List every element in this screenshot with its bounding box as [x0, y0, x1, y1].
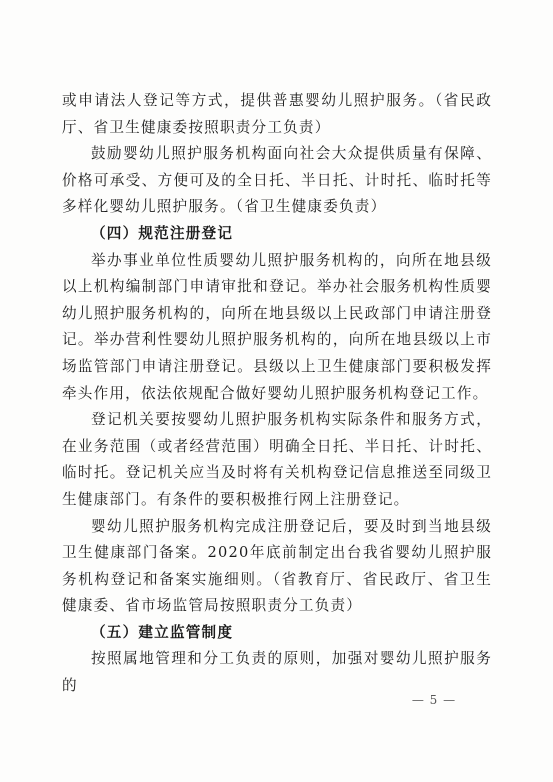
paragraph-2: 鼓励婴幼儿照护服务机构面向社会大众提供质量有保障、价格可承受、方便可及的全日托、半日托、计时托、临时托等多样化婴幼儿照护服务。（省卫生健康委负责）: [62, 145, 492, 216]
document-body: [62, 88, 492, 700]
paragraph-3: 举办事业单位性质婴幼儿照护服务机构的，向所在地县级以上机构编制部门申请审批和登记。举办社会服务机构性质婴幼儿照护服务机构的，向所在地县级以上民政部门申请注册登记。举办营利性婴幼儿照护服务机构的，向所在地县级以上市场监管部门申请注册登记。县级以上卫生健康部门要积极发挥牵头作用，依法依规配合做好婴幼儿照护服务机构登记工作。: [62, 251, 492, 402]
paragraph-4: 登记机关要按婴幼儿照护服务机构实际条件和服务方式，在业务范围（或者经营范围）明确全日托、半日托、计时托、临时托。登记机关应当及时将有关机构登记信息推送至同级卫生健康部门。有条件的要积极推行网上注册登记。: [62, 411, 492, 508]
paragraph-6: 按照属地管理和分工负责的原则，加强对婴幼儿照护服务的: [62, 650, 492, 695]
section-heading-5: （五）建立监管制度: [91, 623, 234, 641]
page-number: — 5 —: [411, 693, 457, 707]
paragraph-1: 或申请法人登记等方式，提供普惠婴幼儿照护服务。（省民政厅、省卫生健康委按照职责分工负责）: [62, 92, 492, 136]
paragraph-5: 婴幼儿照护服务机构完成注册登记后，要及时到当地县级卫生健康部门备案。2020年底前制定出台我省婴幼儿照护服务机构登记和备案实施细则。（省教育厅、省民政厅、省卫生健康委、省市场监管局按照职责分工负责）: [62, 517, 492, 615]
section-heading-4: （四）规范注册登记: [91, 224, 234, 242]
